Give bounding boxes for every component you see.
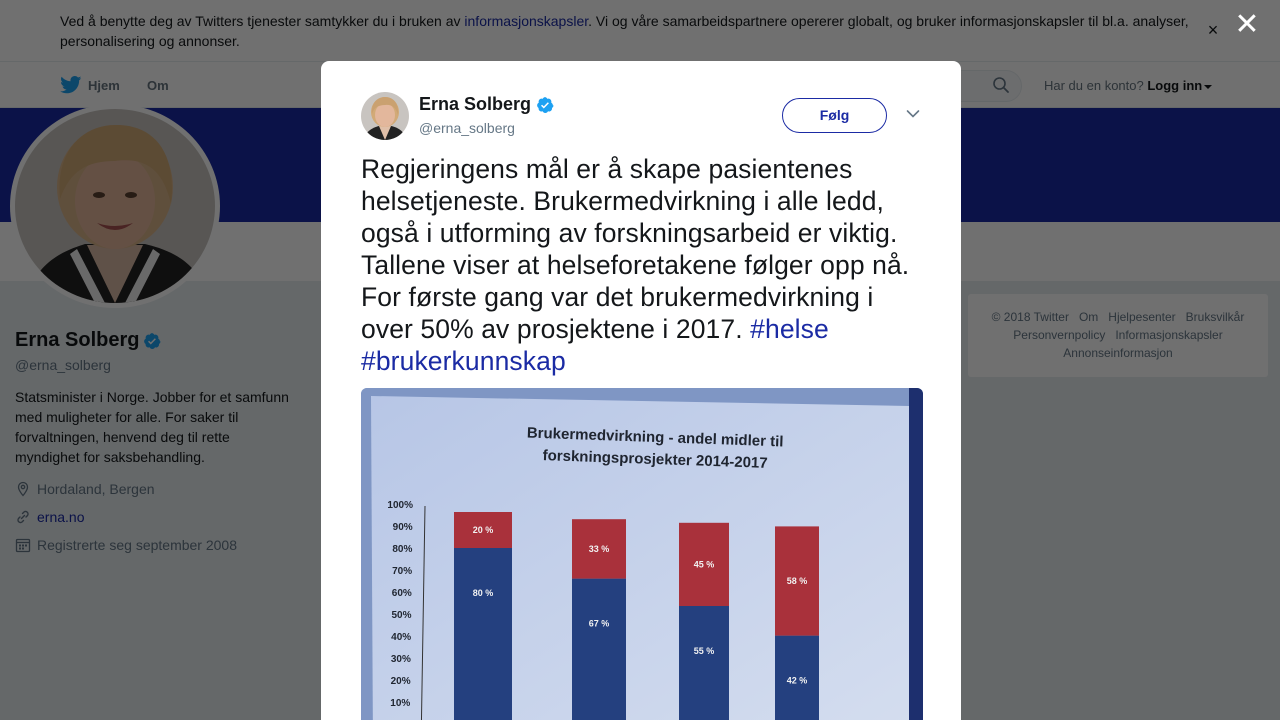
y-tick-label: 40% [391, 632, 412, 643]
tweet-author-name[interactable] [419, 94, 554, 115]
close-modal-button[interactable]: ✕ [1234, 8, 1260, 41]
hashtag-brukerkunnskap-link[interactable]: #brukerkunnskap [361, 346, 566, 376]
bar-data-label: 67 % [588, 618, 610, 629]
chevron-down-icon[interactable] [906, 109, 920, 119]
bar-segment-blue [454, 548, 512, 720]
follow-button[interactable]: Følg [782, 98, 887, 133]
tweet-image[interactable] [361, 388, 923, 720]
tweet-author-name-text: Erna Solberg [419, 94, 532, 114]
y-tick-label: 70% [392, 566, 413, 577]
author-photo [361, 92, 409, 140]
photo-edge [909, 388, 923, 720]
hashtag-helse-link[interactable]: #helse [750, 314, 829, 344]
y-tick-label: 90% [392, 522, 413, 533]
y-tick-label: 20% [390, 676, 411, 687]
bar-data-label: 55 % [693, 646, 715, 656]
bar-segment-blue [679, 606, 729, 720]
y-tick-label: 50% [391, 610, 412, 621]
stacked-bar-chart-photo [361, 388, 923, 720]
chart-title-line-1: Brukermedvirkning - andel midler til [526, 424, 784, 451]
bar-data-label: 42 % [786, 675, 808, 686]
y-tick-label: 80% [392, 544, 413, 555]
bar-data-label: 20 % [472, 525, 494, 535]
bar-segment-blue [572, 579, 626, 720]
tweet-text [361, 153, 931, 377]
chart-title-line-2: forskningsprosjekter 2014-2017 [542, 447, 768, 472]
bar-data-label: 33 % [588, 543, 610, 554]
y-tick-label: 30% [390, 654, 411, 665]
tweet-author-avatar[interactable] [361, 92, 409, 140]
verified-badge-icon [536, 96, 554, 114]
y-tick-label: 10% [390, 698, 411, 709]
y-tick-label: 100% [387, 500, 413, 511]
tweet-author-handle[interactable]: @erna_solberg [419, 120, 515, 136]
tweet-modal [321, 61, 961, 720]
bar-data-label: 58 % [786, 576, 808, 586]
y-tick-label: 60% [391, 588, 412, 599]
bar-data-label: 45 % [693, 559, 715, 570]
tweet-body: Regjeringens mål er å skape pasientenes helsetjeneste. Brukermedvirkning i alle ledd, også i utforming av forskningsarbeid er viktig. Tallene viser at helseforetakene følger opp nå. For første gang var det brukermedvirkning i over 50% av prosjektene i 2017. [361, 154, 910, 344]
bar-data-label: 80 % [472, 588, 494, 598]
